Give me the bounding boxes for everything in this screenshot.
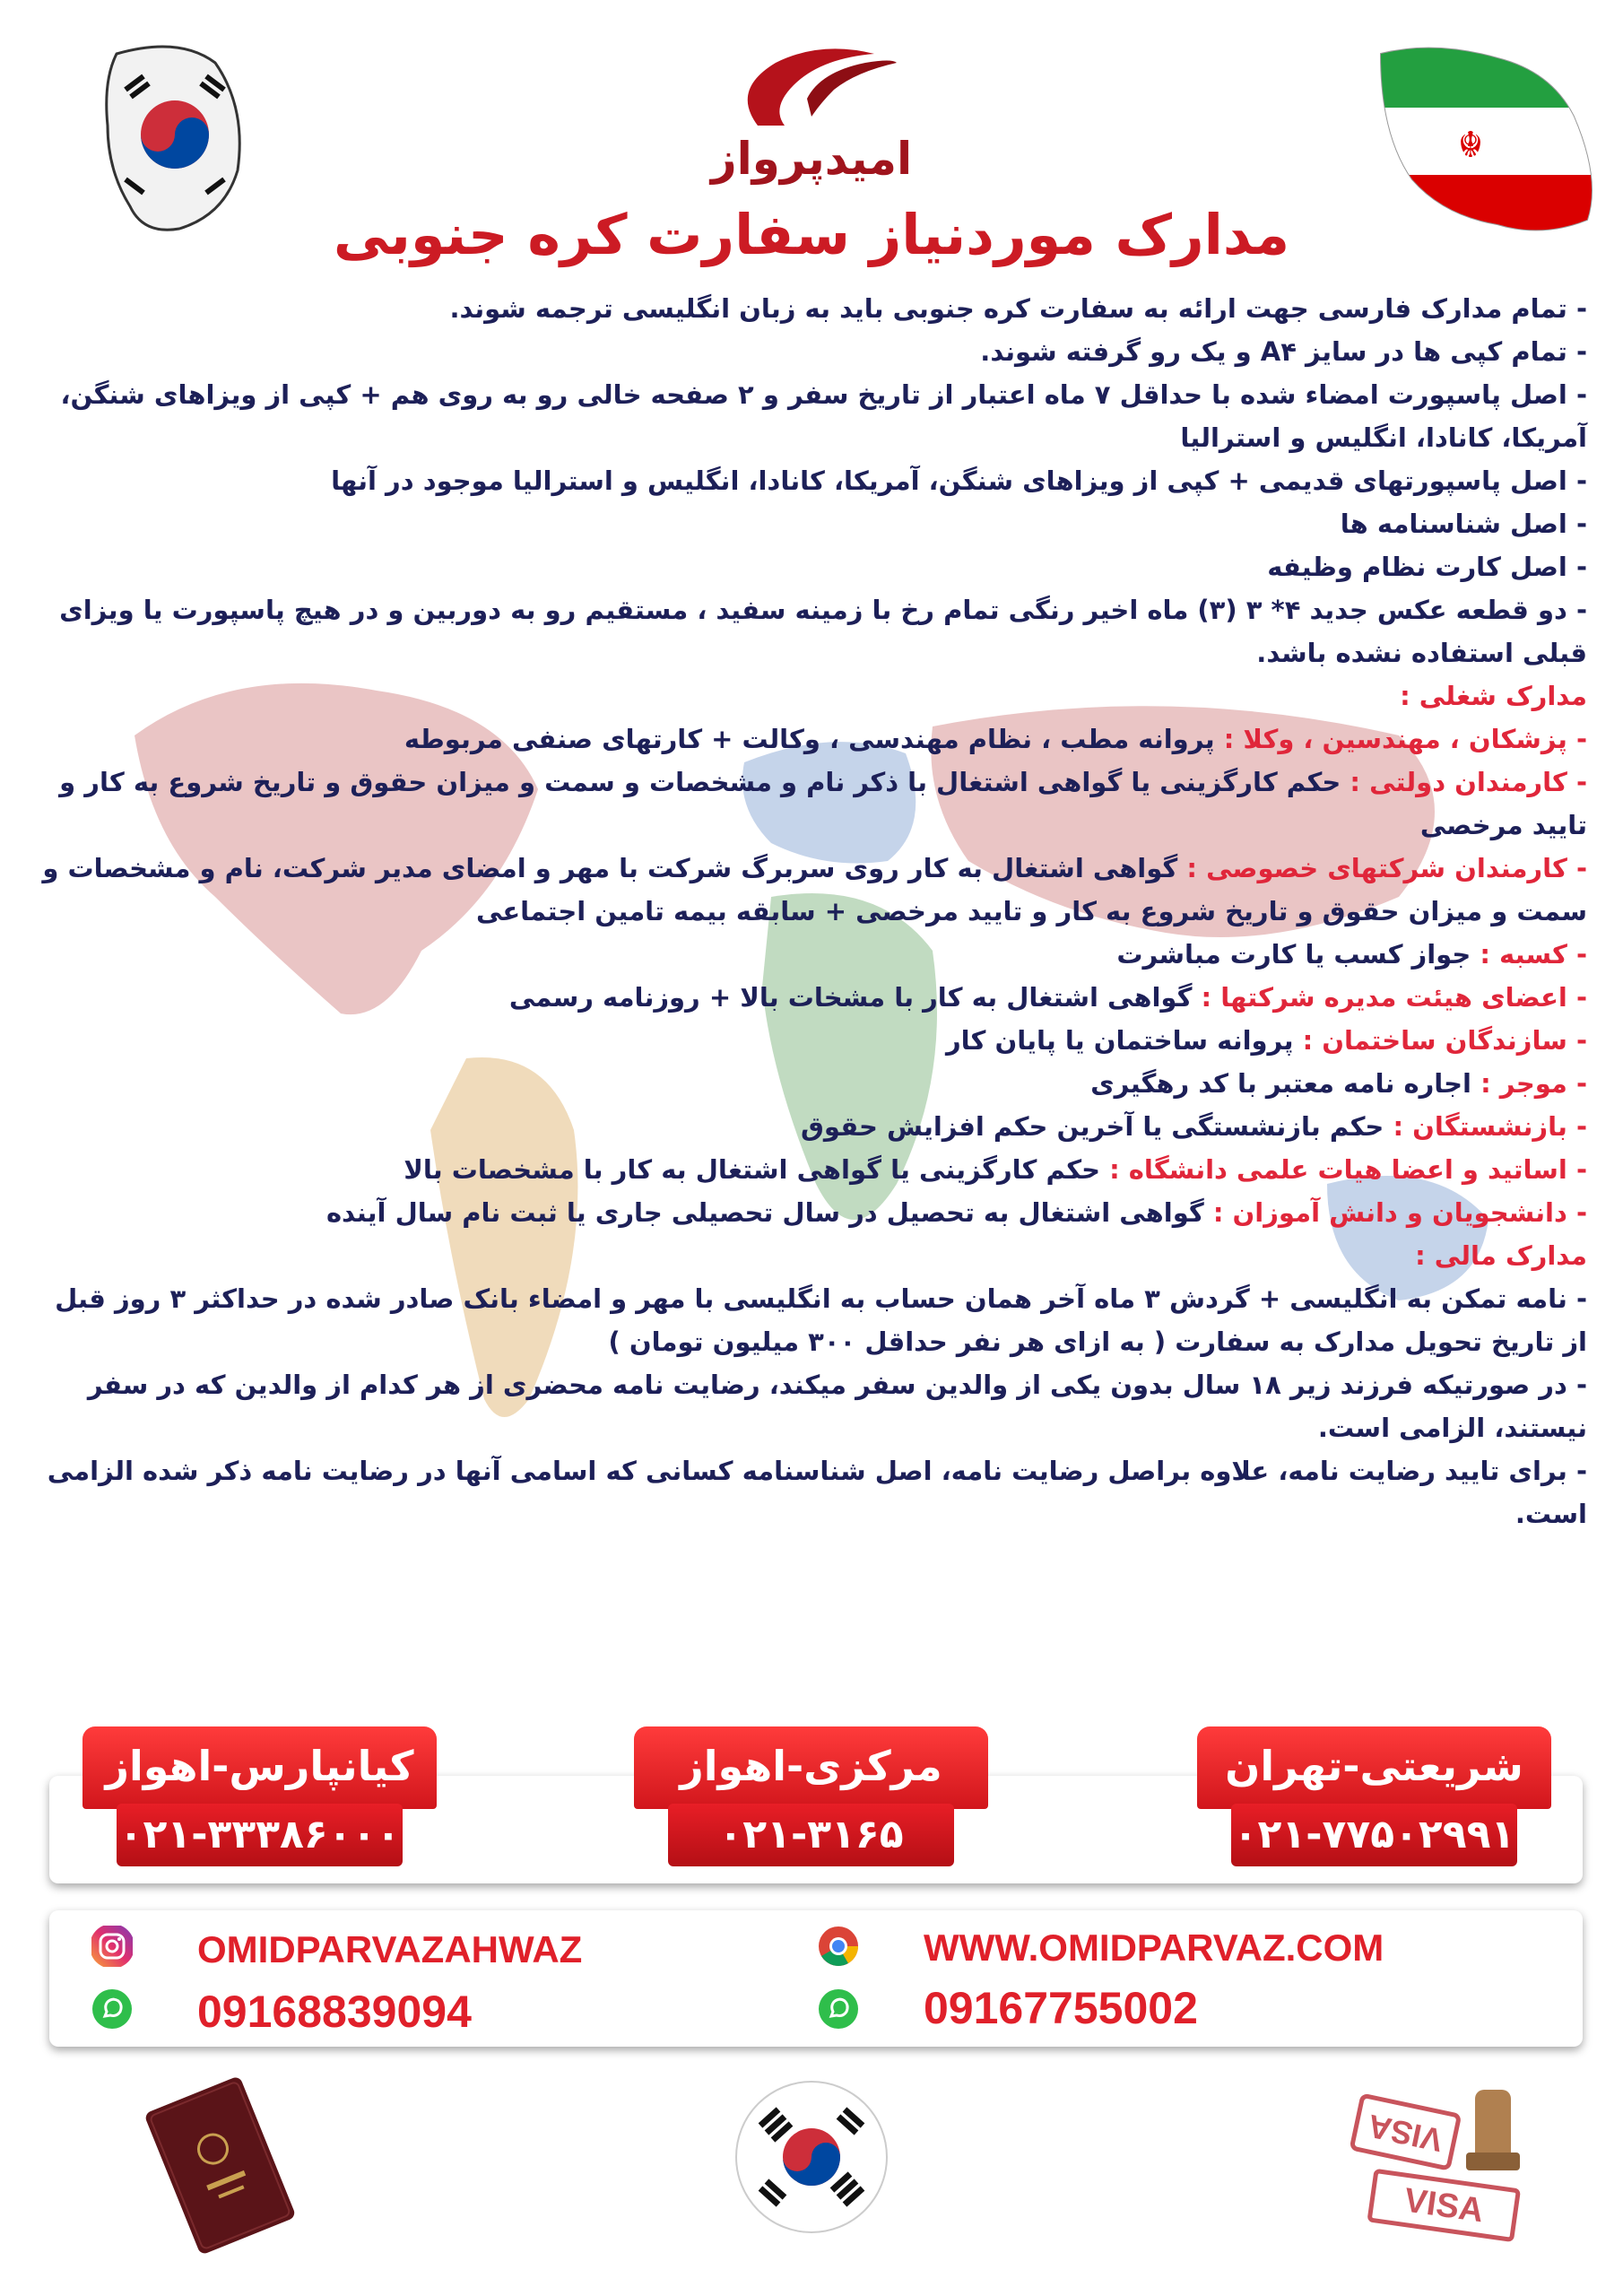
- branch-name: مرکزی-اهواز: [634, 1726, 988, 1809]
- general-item: - دو قطعه عکس جدید ۴* ۳ (۳) ماه اخیر رنگی تمام رخ با زمینه سفید ، مستقیم رو به دوربین و در هیچ پاسپورت یا ویزای قبلی استفاده نشده باشد.: [59, 595, 1587, 668]
- general-item: - اصل شناسنامه ها: [1340, 509, 1587, 539]
- job-section-heading: مدارک شغلی :: [1400, 681, 1587, 711]
- wing-logo-icon: [722, 36, 901, 135]
- general-item: - تمام کپی ها در سایز A۴ و یک رو گرفته شوند.: [980, 336, 1587, 367]
- requirements-list: [36, 287, 1587, 1535]
- job-item: - اعضای هیئت مدیره شرکتها : گواهی اشتغال به کار با مشخات بالا + روزنامه رسمی: [508, 982, 1587, 1013]
- job-requirements: [36, 718, 1587, 1234]
- general-item: - اصل پاسپورت امضاء شده با حداقل ۷ ماه اعتبار از تاریخ سفر و ۲ صفحه خالی رو به روی هم + کپی از ویزاهای شنگن، آمریکا، کانادا، انگلیس و استرالیا: [60, 379, 1587, 453]
- visa-stamp-icon: [1318, 2081, 1551, 2242]
- finance-item: - نامه تمکن به انگلیسی + گردش ۳ ماه آخر همان حساب به انگلیسی با مهر و امضاء بانک صادر شده در حداکثر ۳ روز قبل از تاریخ تحویل مدارک به سفارت ( به ازای هر نفر حداقل ۳۰۰ میلیون تومان ): [55, 1283, 1587, 1357]
- instagram-handle[interactable]: OMIDPARVAZAHWAZ: [197, 1928, 583, 1970]
- page-title: مدارک موردنیاز سفارت کره جنوبی: [333, 202, 1290, 267]
- finance-requirements: [36, 1277, 1587, 1535]
- korea-flag-icon: [733, 2079, 890, 2235]
- whatsapp-icon[interactable]: [816, 1987, 861, 2031]
- phone-left[interactable]: 09168839094: [197, 1987, 472, 2037]
- branch-name: شریعتی-تهران: [1197, 1726, 1551, 1809]
- branch-phone[interactable]: ۰۲۱-۷۷۵۰۲۹۹۱: [1231, 1804, 1517, 1866]
- logo-text: امیدپرواز: [710, 133, 913, 185]
- job-item: - کارمندان دولتی : حکم کارگزینی یا گواهی اشتغال با ذکر نام و مشخصات و سمت و میزان حقوق و تاریخ شروع به کار و تایید مرخصی: [59, 767, 1587, 840]
- svg-text:VISA: VISA: [1402, 2181, 1487, 2231]
- finance-item: - در صورتیکه فرزند زیر ۱۸ سال بدون یکی از والدین سفر میکند، رضایت نامه محضری از هر کدام از والدین که در سفر نیستند، الزامی است.: [87, 1370, 1587, 1443]
- general-item: - تمام مدارک فارسی جهت ارائه به سفارت کره جنوبی باید به زبان انگلیسی ترجمه شوند.: [449, 293, 1587, 324]
- job-item: - اساتید و اعضا هیات علمی دانشگاه : حکم کارگزینی یا گواهی اشتغال به کار با مشخصات بالا: [404, 1154, 1587, 1185]
- general-item: - اصل کارت نظام وظیفه: [1267, 552, 1587, 582]
- branch-card-tehran: [1197, 1726, 1551, 1870]
- job-item: - سازندگان ساختمان : پروانه ساختمان یا پایان کار: [945, 1025, 1587, 1056]
- job-item: - دانشجویان و دانش آموزان : گواهی اشتغال به تحصیل در سال تحصیلی جاری یا ثبت نام سال آینده: [325, 1197, 1587, 1228]
- job-item: - کارمندان شرکتهای خصوصی : گواهی اشتغال به کار روی سربرگ شرکت با مهر و امضای مدیر شرکت، نام و مشخصات و سمت و میزان حقوق و تاریخ شروع به کار و تایید مرخصی + سابقه بیمه تامین اجتماعی: [42, 853, 1587, 926]
- whatsapp-icon[interactable]: [90, 1987, 135, 2031]
- job-item: - پزشکان ، مهندسین ، وکلا : پروانه مطب ، نظام مهندسی ، وکالت + کارتهای صنفی مربوطه: [404, 724, 1587, 754]
- finance-item: - برای تایید رضایت نامه، علاوه براصل رضایت نامه، اصل شناسنامه کسانی که اسامی آنها در رضایت نامه ذکر شده الزامی است.: [47, 1456, 1587, 1529]
- branch-name: کیانپارس-اهواز: [82, 1726, 437, 1809]
- job-item: - بازنشستگان : حکم بازنشستگی یا آخرین حکم افزایش حقوق: [801, 1111, 1587, 1142]
- svg-text:☬: ☬: [1457, 125, 1484, 166]
- svg-text:VISA: VISA: [1364, 2107, 1446, 2160]
- branch-card-ahvaz-kianpars: [82, 1726, 437, 1870]
- finance-section-heading: مدارک مالی :: [1415, 1240, 1587, 1271]
- branch-card-ahvaz-central: [634, 1726, 988, 1870]
- website-link[interactable]: WWW.OMIDPARVAZ.COM: [924, 1926, 1384, 1969]
- chrome-icon[interactable]: [816, 1924, 861, 1969]
- brand-logo: [699, 36, 924, 193]
- phone-right[interactable]: 09167755002: [924, 1983, 1198, 2033]
- job-item: - کسبه : جواز کسب یا کارت مباشرت: [1116, 939, 1587, 970]
- job-item: - موجر : اجاره نامه معتبر با کد رهگیری: [1090, 1068, 1587, 1099]
- general-requirements: [36, 287, 1587, 674]
- branch-phone[interactable]: ۰۲۱-۳۱۶۵: [668, 1804, 954, 1866]
- branch-phone[interactable]: ۰۲۱-۳۳۳۸۶۰۰۰: [117, 1804, 403, 1866]
- general-item: - اصل پاسپورتهای قدیمی + کپی از ویزاهای شنگن، آمریکا، کانادا، انگلیس و استرالیا موجود در آنها: [331, 465, 1587, 496]
- passport-icon: [130, 2072, 309, 2265]
- instagram-icon[interactable]: [90, 1924, 135, 1969]
